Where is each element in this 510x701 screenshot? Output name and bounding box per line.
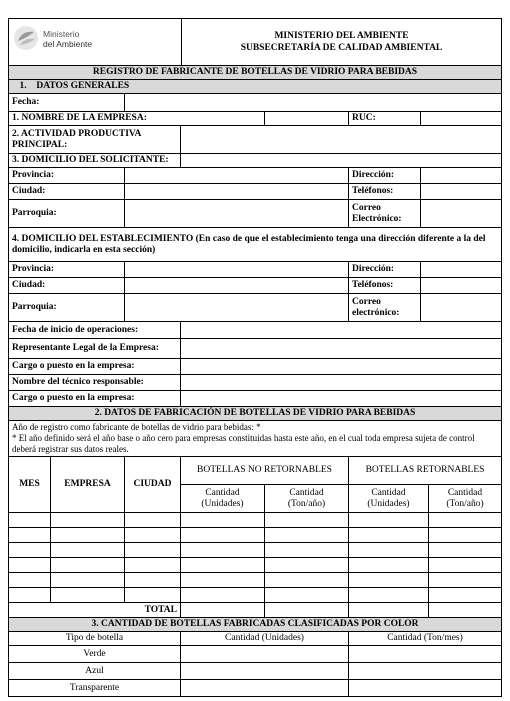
label-establecimiento — [9, 228, 502, 262]
table-cell[interactable] — [349, 543, 429, 558]
input-ciudad[interactable] — [125, 184, 349, 200]
table-cell[interactable] — [265, 513, 349, 528]
table-row — [9, 680, 502, 697]
table-row — [9, 543, 502, 558]
col-cantidad-ton: Cantidad (Ton/mes) — [349, 632, 502, 646]
table-cell[interactable] — [265, 588, 349, 603]
table-cell[interactable] — [429, 558, 502, 573]
label-cargo: Cargo o puesto en la empresa: — [9, 359, 181, 375]
label-parroquia: Parroquia: — [9, 200, 125, 228]
table-cell[interactable] — [51, 588, 125, 603]
input-correo[interactable] — [421, 200, 502, 228]
col-r-unidades-l2: (Unidades) — [367, 498, 410, 509]
input-azul-unidades[interactable] — [181, 663, 349, 680]
section-3-title: 3. CANTIDAD DE BOTELLAS FABRICADAS CLASIFICADAS POR COLOR — [9, 618, 502, 632]
label-actividad-line-2: PRINCIPAL: — [12, 139, 68, 150]
table-cell[interactable] — [181, 513, 265, 528]
label-parroquia-est: Parroquia: — [9, 294, 125, 322]
input-fecha-inicio[interactable] — [181, 322, 502, 339]
table-cell[interactable] — [349, 573, 429, 588]
col-r-unidades-l1: Cantidad — [371, 487, 406, 498]
col-retornables: BOTELLAS RETORNABLES — [349, 457, 502, 485]
input-transparente-unidades[interactable] — [181, 680, 349, 697]
label-tecnico: Nombre del técnico responsable: — [9, 375, 181, 391]
label-ruc: RUC: — [349, 112, 421, 126]
label-telefonos: Teléfonos: — [349, 184, 421, 200]
input-correo-est[interactable] — [421, 294, 502, 322]
table-cell[interactable] — [125, 573, 181, 588]
logo-cell — [9, 19, 182, 66]
total-label: TOTAL — [9, 603, 181, 618]
table-cell[interactable] — [9, 573, 51, 588]
table-cell[interactable] — [265, 543, 349, 558]
table-row — [9, 573, 502, 588]
input-representante[interactable] — [181, 339, 502, 359]
table-cell[interactable] — [125, 543, 181, 558]
section-1-number: 1. — [19, 81, 27, 91]
table-cell[interactable] — [125, 558, 181, 573]
col-cantidad-unidades: Cantidad (Unidades) — [181, 632, 349, 646]
section-1-header — [9, 80, 502, 94]
total-r-ton[interactable] — [429, 603, 502, 618]
label-empresa: 1. NOMBRE DE LA EMPRESA: — [9, 112, 265, 126]
section-color — [8, 617, 502, 697]
input-direccion[interactable] — [421, 168, 502, 184]
form-title: REGISTRO DE FABRICANTE DE BOTELLAS DE VIDRIO PARA BEBIDAS — [9, 66, 502, 80]
table-row — [9, 646, 502, 663]
label-correo — [349, 200, 421, 228]
color-transparente: Transparente — [9, 680, 181, 697]
col-nr-ton — [265, 485, 349, 513]
label-correo-line-1: Correo — [352, 202, 381, 213]
form-header — [8, 18, 502, 66]
label-correo-est — [349, 294, 421, 322]
table-row — [9, 558, 502, 573]
table-cell[interactable] — [125, 528, 181, 543]
table-row — [9, 528, 502, 543]
section-2-note-1: Año de registro como fabricante de botellas de vidrio para bebidas: * — [12, 422, 261, 432]
label-cargo-2: Cargo o puesto en la empresa: — [9, 391, 181, 407]
section-general-data — [8, 65, 502, 407]
table-cell[interactable] — [349, 588, 429, 603]
input-direccion-est[interactable] — [421, 262, 502, 278]
input-provincia[interactable] — [125, 168, 349, 184]
logo-line-2: del Ambiente — [43, 39, 93, 49]
input-telefonos-est[interactable] — [421, 278, 502, 294]
label-direccion: Dirección: — [349, 168, 421, 184]
table-cell[interactable] — [9, 543, 51, 558]
establecimiento-title: 4. DOMICILIO DEL ESTABLECIMIENTO — [12, 233, 194, 244]
table-row — [9, 588, 502, 603]
table-cell[interactable] — [9, 513, 51, 528]
table-cell[interactable] — [125, 588, 181, 603]
table-cell[interactable] — [181, 543, 265, 558]
col-no-retornables: BOTELLAS NO RETORNABLES — [181, 457, 349, 485]
logo-text — [43, 29, 92, 49]
total-nr-unidades[interactable] — [181, 603, 265, 618]
section-2-note-2: * El año definido será el año base o año cero para empresas constituidas hasta este año, en el cual toda empresa sujeta de control deberá registrar sus datos reales. — [12, 433, 475, 454]
registration-form — [8, 18, 502, 697]
table-cell[interactable] — [349, 513, 429, 528]
col-r-ton-l1: Cantidad — [447, 487, 483, 498]
input-provincia-est[interactable] — [125, 262, 349, 278]
input-telefonos[interactable] — [421, 184, 502, 200]
label-representante: Representante Legal de la Empresa: — [9, 339, 181, 359]
col-ciudad: CIUDAD — [125, 457, 181, 513]
label-actividad — [9, 126, 181, 154]
col-empresa: EMPRESA — [51, 457, 125, 513]
header-title — [182, 19, 502, 66]
input-transparente-ton[interactable] — [349, 680, 502, 697]
table-cell[interactable] — [51, 513, 125, 528]
table-cell[interactable] — [349, 558, 429, 573]
table-cell[interactable] — [51, 573, 125, 588]
col-mes: MES — [9, 457, 51, 513]
table-cell[interactable] — [265, 573, 349, 588]
header-title-line-2: SUBSECRETARÍA DE CALIDAD AMBIENTAL — [240, 43, 443, 53]
table-cell[interactable] — [181, 528, 265, 543]
col-r-ton — [429, 485, 502, 513]
label-provincia: Provincia: — [9, 168, 125, 184]
label-fecha: Fecha: — [9, 94, 125, 112]
logo-line-1: Ministerio — [43, 29, 80, 39]
table-cell[interactable] — [51, 528, 125, 543]
table-cell[interactable] — [181, 573, 265, 588]
table-cell[interactable] — [429, 543, 502, 558]
input-tecnico[interactable] — [181, 375, 502, 391]
table-cell[interactable] — [265, 528, 349, 543]
col-nr-ton-l1: Cantidad — [289, 487, 324, 498]
table-cell[interactable] — [429, 588, 502, 603]
label-direccion-est: Dirección: — [349, 262, 421, 278]
table-cell[interactable] — [429, 573, 502, 588]
ministry-logo-icon — [13, 25, 39, 51]
label-ciudad-est: Ciudad: — [9, 278, 125, 294]
header-title-line-1: MINISTERIO DEL AMBIENTE — [274, 31, 409, 41]
input-parroquia-est[interactable] — [125, 294, 349, 322]
color-azul: Azul — [9, 663, 181, 680]
total-r-unidades[interactable] — [349, 603, 429, 618]
section-fabrication — [8, 406, 502, 618]
color-verde: Verde — [9, 646, 181, 663]
label-ciudad: Ciudad: — [9, 184, 125, 200]
table-row — [9, 663, 502, 680]
table-cell[interactable] — [9, 588, 51, 603]
input-verde-unidades[interactable] — [181, 646, 349, 663]
input-verde-ton[interactable] — [349, 646, 502, 663]
label-fecha-inicio: Fecha de inicio de operaciones: — [9, 322, 181, 339]
table-cell[interactable] — [9, 558, 51, 573]
col-nr-ton-l2: (Ton/año) — [287, 498, 326, 509]
label-domicilio: 3. DOMICILIO DEL SOLICITANTE: — [9, 154, 181, 168]
total-nr-ton[interactable] — [265, 603, 349, 618]
table-cell[interactable] — [265, 558, 349, 573]
input-fecha[interactable] — [125, 94, 502, 112]
input-actividad[interactable] — [181, 126, 502, 154]
table-cell[interactable] — [429, 528, 502, 543]
input-ruc[interactable] — [421, 112, 502, 126]
table-cell[interactable] — [181, 558, 265, 573]
table-row — [9, 513, 502, 528]
section-1-title: DATOS GENERALES — [36, 81, 130, 91]
label-actividad-line-1: 2. ACTIVIDAD PRODUCTIVA — [12, 128, 142, 139]
col-nr-unidades-l2: (Unidades) — [201, 498, 244, 509]
table-cell[interactable] — [51, 543, 125, 558]
section-2-notes — [9, 421, 502, 457]
table-cell[interactable] — [9, 528, 51, 543]
input-parroquia[interactable] — [125, 200, 349, 228]
table-cell[interactable] — [349, 528, 429, 543]
table-cell[interactable] — [181, 588, 265, 603]
label-provincia-est: Provincia: — [9, 262, 125, 278]
table-cell[interactable] — [429, 513, 502, 528]
col-tipo-botella: Tipo de botella — [9, 632, 181, 646]
label-correo-line-2: Electrónico: — [352, 213, 402, 224]
input-empresa[interactable] — [265, 112, 349, 126]
input-azul-ton[interactable] — [349, 663, 502, 680]
col-r-ton-l2: (Ton/año) — [446, 498, 484, 509]
label-correo-est-line-1: Correo — [352, 296, 381, 307]
table-cell[interactable] — [51, 558, 125, 573]
input-ciudad-est[interactable] — [125, 278, 349, 294]
table-cell[interactable] — [125, 513, 181, 528]
input-cargo-2[interactable] — [181, 391, 502, 407]
input-domicilio[interactable] — [181, 154, 502, 168]
label-correo-est-line-2: electrónico: — [352, 307, 400, 318]
col-nr-unidades — [181, 485, 265, 513]
col-nr-unidades-l1: Cantidad — [205, 487, 240, 498]
establecimiento-note: (En caso de que el establecimiento tenga una dirección diferente a la del domicilio, indicarla en esta sección) — [12, 233, 486, 255]
col-r-unidades — [349, 485, 429, 513]
section-2-title: 2. DATOS DE FABRICACIÓN DE BOTELLAS DE VIDRIO PARA BEBIDAS — [9, 407, 502, 421]
input-cargo[interactable] — [181, 359, 502, 375]
label-telefonos-est: Teléfonos: — [349, 278, 421, 294]
